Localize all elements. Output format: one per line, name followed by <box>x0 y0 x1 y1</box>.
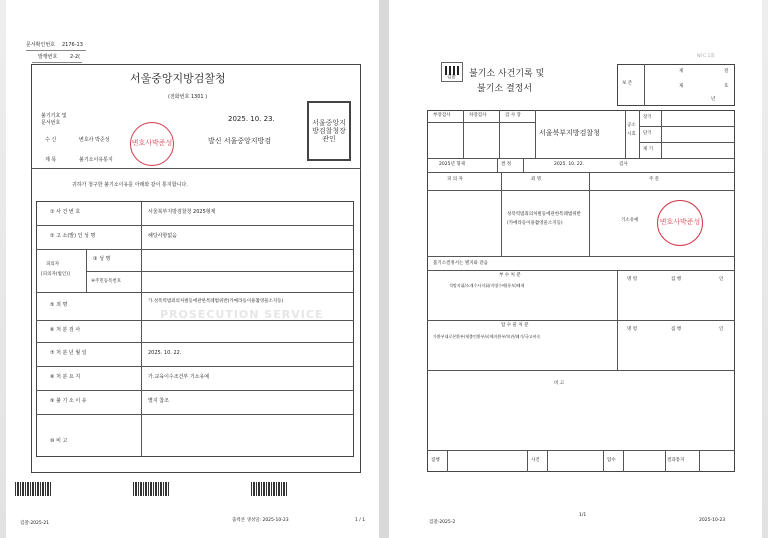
scan-edge-shade <box>0 0 6 538</box>
disposition-text: 기소유예 <box>621 218 639 223</box>
table-column-divider <box>141 201 142 457</box>
table-row-line <box>36 366 354 367</box>
divider <box>427 320 735 321</box>
office-phone: (전화번호 1301 ) <box>168 94 208 100</box>
table-row-line <box>36 292 354 293</box>
office-title: 서울중앙지방검찰청 <box>130 72 226 85</box>
red-lawyer-seal: 변호사박준성 <box>130 122 174 166</box>
row-value-disposition-date: 2025. 10. 22. <box>148 350 182 356</box>
row-label-disposition-summary: ⑧ 처 분 요 지 <box>50 374 81 380</box>
statute-label-2: 시효 <box>627 132 636 137</box>
column-disposition: 주 문 <box>649 177 660 182</box>
row-label-resident-no: ④주민등록번호 <box>91 279 122 284</box>
statute-long: 장기 <box>643 115 652 120</box>
seizure-options: 가환부대로본환부/제출인환부/피해자환부/보관/폐기/국고귀속 <box>433 334 541 339</box>
divider <box>644 64 645 106</box>
decision-attachment-note: 불기소결정서는 별지와 같음 <box>433 261 489 266</box>
ancillary-options: 석방지휘/소재수사지휘/지명수배(통보)해제 <box>449 283 525 288</box>
office-square-seal: 서울중앙지방검찰청장관인 <box>307 101 351 161</box>
case-number: 2025년 형제 <box>439 162 465 167</box>
divider <box>625 110 626 158</box>
divider <box>497 158 498 172</box>
preservation-line-1: 제 <box>679 69 684 74</box>
right-document-page <box>389 0 768 538</box>
top-right-tag: NFC 1회 <box>697 54 715 59</box>
recipient-label: 수 신 <box>45 137 57 143</box>
title-line-2: 불기소 결정서 <box>477 84 533 94</box>
row-label-reason: ⑨ 불 기 소 이 유 <box>50 398 87 404</box>
bottom-label-case: 사건 <box>531 458 540 463</box>
footer-page-no: 1 / 1 <box>355 518 366 523</box>
notice-table <box>36 201 354 457</box>
divider <box>427 370 735 371</box>
preservation-line-3: 년 <box>711 97 716 102</box>
doc-confirm-no: 2176-13 <box>62 42 83 48</box>
approval-deputy-prosecutor: 차장검사 <box>469 113 487 118</box>
prosecutor-label: 검사 <box>619 162 628 167</box>
divider <box>527 450 528 472</box>
row-value-reason: 별지 참조 <box>148 398 169 404</box>
seizure-order-label: 명 령 <box>627 327 638 332</box>
divider <box>665 450 666 472</box>
suspect-sub-label: [피의자(법인)] <box>41 272 70 277</box>
security-barcode <box>133 482 169 496</box>
footer-print-date: 출력본 생성일: 2025-10-23 <box>232 518 289 523</box>
divider <box>32 62 82 63</box>
divider <box>499 110 500 158</box>
ancillary-exec-label: 집 행 <box>671 277 682 282</box>
footer-doc-code: 검찰-2025-21 <box>20 521 50 526</box>
seizure-title: 압 수 물 처 분 <box>501 323 529 328</box>
subject: 불기소이유통지 <box>79 157 113 163</box>
divider <box>589 172 590 256</box>
row-label-complainant: ② 고 소(발) 인 성 명 <box>50 233 96 239</box>
row-label-prosecutor: ⑥ 처 분 검 사 <box>50 327 81 333</box>
column-suspect: 피 의 자 <box>447 177 463 182</box>
divider <box>639 110 640 158</box>
left-document-page <box>0 0 379 538</box>
seizure-exec-label: 집 행 <box>671 327 682 332</box>
security-barcode <box>251 482 287 496</box>
footer-page-no: 1/1 <box>579 513 587 518</box>
recipient: 변호사 박준성 <box>79 137 110 143</box>
remarks-label: 비 고 <box>554 381 565 386</box>
table-row-line <box>36 225 354 226</box>
preservation-line-2: 제 <box>679 84 684 89</box>
issue-no-label: 발행번호 <box>38 54 58 60</box>
decision-date: 2025. 10. 22. <box>554 162 585 167</box>
bottom-label-result-notice: 결과통지 <box>667 458 685 463</box>
ancillary-title: 부 수 처 분 <box>499 273 521 278</box>
suspect-label: 피의자 <box>46 262 60 267</box>
approval-prosecutor-general: 검 사 장 <box>505 113 521 118</box>
row-value-disposition-summary: 가.교육이수조건부 기소유예 <box>148 374 210 380</box>
divider <box>427 122 535 123</box>
preservation-box <box>617 64 735 106</box>
table-row-line <box>36 342 354 343</box>
divider <box>427 190 735 191</box>
divider <box>623 450 624 472</box>
table-row-line <box>36 414 354 415</box>
decision-label: 결 정 <box>501 162 512 167</box>
issue-no: 2-2( <box>70 54 81 60</box>
ancillary-order-label: 명 령 <box>627 277 638 282</box>
row-value-charge: 가.성폭력범죄의처벌등에관한특례법위반(카메라등이용촬영물소지등) <box>148 299 284 304</box>
title-line-1: 불기소 사건기록 및 <box>469 69 545 79</box>
divider <box>427 256 735 257</box>
scan-edge-shade <box>762 0 768 538</box>
security-barcode <box>15 482 51 496</box>
divider <box>501 172 502 256</box>
statute-short: 단기 <box>643 131 652 136</box>
divider <box>447 450 448 472</box>
watermark-text: PROSECUTION SERVICE <box>160 308 324 321</box>
prosecution-logo-icon: 검찰 <box>441 62 463 82</box>
statute-label-1: 공소 <box>627 123 636 128</box>
row-label-charge: ⑤ 죄 명 <box>50 302 68 308</box>
doc-confirm-no-label: 문서확인번호 <box>26 42 55 48</box>
divider <box>535 110 536 158</box>
divider <box>699 450 700 472</box>
row-value-complainant: 해당사항없음 <box>148 233 177 239</box>
sender: 발신 서울중앙지방검 <box>208 137 272 145</box>
divider <box>31 168 361 169</box>
row-label-remarks: ⑩ 비 고 <box>50 438 68 444</box>
table-row-line <box>36 390 354 391</box>
divider <box>463 110 464 158</box>
footer-date: 2025-10-23 <box>699 518 726 523</box>
divider <box>427 172 735 173</box>
divider <box>547 450 548 472</box>
preservation-line-4: 질 <box>724 69 729 74</box>
preservation-label: 보 존 <box>622 81 633 86</box>
divider <box>639 142 735 143</box>
subject-label: 제 목 <box>45 157 57 163</box>
divider <box>661 110 662 158</box>
statute-filed: 제 기 <box>643 147 654 152</box>
row-label-disposition-date: ⑦ 처 분 년 월 일 <box>50 350 87 356</box>
red-lawyer-seal: 변호사박준성 <box>657 200 703 246</box>
ancillary-person-label: 인 <box>719 277 724 282</box>
charge-text: 성폭력범죄의처벌등에관한특례법위반(카메라등이용촬영물소지등) <box>507 212 581 226</box>
approval-chief-prosecutor: 부장검사 <box>433 113 451 118</box>
registry-label-1: 불기기호 및 <box>41 113 67 119</box>
divider <box>603 450 604 472</box>
divider <box>427 158 735 159</box>
column-charge: 죄 명 <box>531 177 542 182</box>
divider <box>639 126 735 127</box>
intro-text: 귀하가 청구한 불기소이유를 아래와 같이 통지합니다. <box>72 182 188 188</box>
row-label-name: ③ 성 명 <box>93 256 111 262</box>
divider <box>427 270 735 271</box>
divider <box>26 50 86 51</box>
office-name: 서울북부지방검찰청 <box>539 129 600 137</box>
bottom-label-execution: 집행 <box>431 458 440 463</box>
divider <box>427 450 735 451</box>
preservation-line-5: 호 <box>724 84 729 89</box>
table-row-line <box>36 249 354 250</box>
row-value-case-no: 서울북부지방검찰청 2025형제 <box>148 209 216 215</box>
seizure-person-label: 인 <box>719 327 724 332</box>
registry-label-2: 문서번호 <box>41 120 61 126</box>
footer-doc-code: 검찰-2025-2 <box>429 520 456 525</box>
notice-date: 2025. 10. 23. <box>228 115 275 123</box>
row-label-case-no: ① 사 건 번 호 <box>50 209 81 215</box>
divider <box>523 158 524 172</box>
bottom-label-seizure: 압수 <box>607 458 616 463</box>
table-row-line <box>86 271 354 272</box>
